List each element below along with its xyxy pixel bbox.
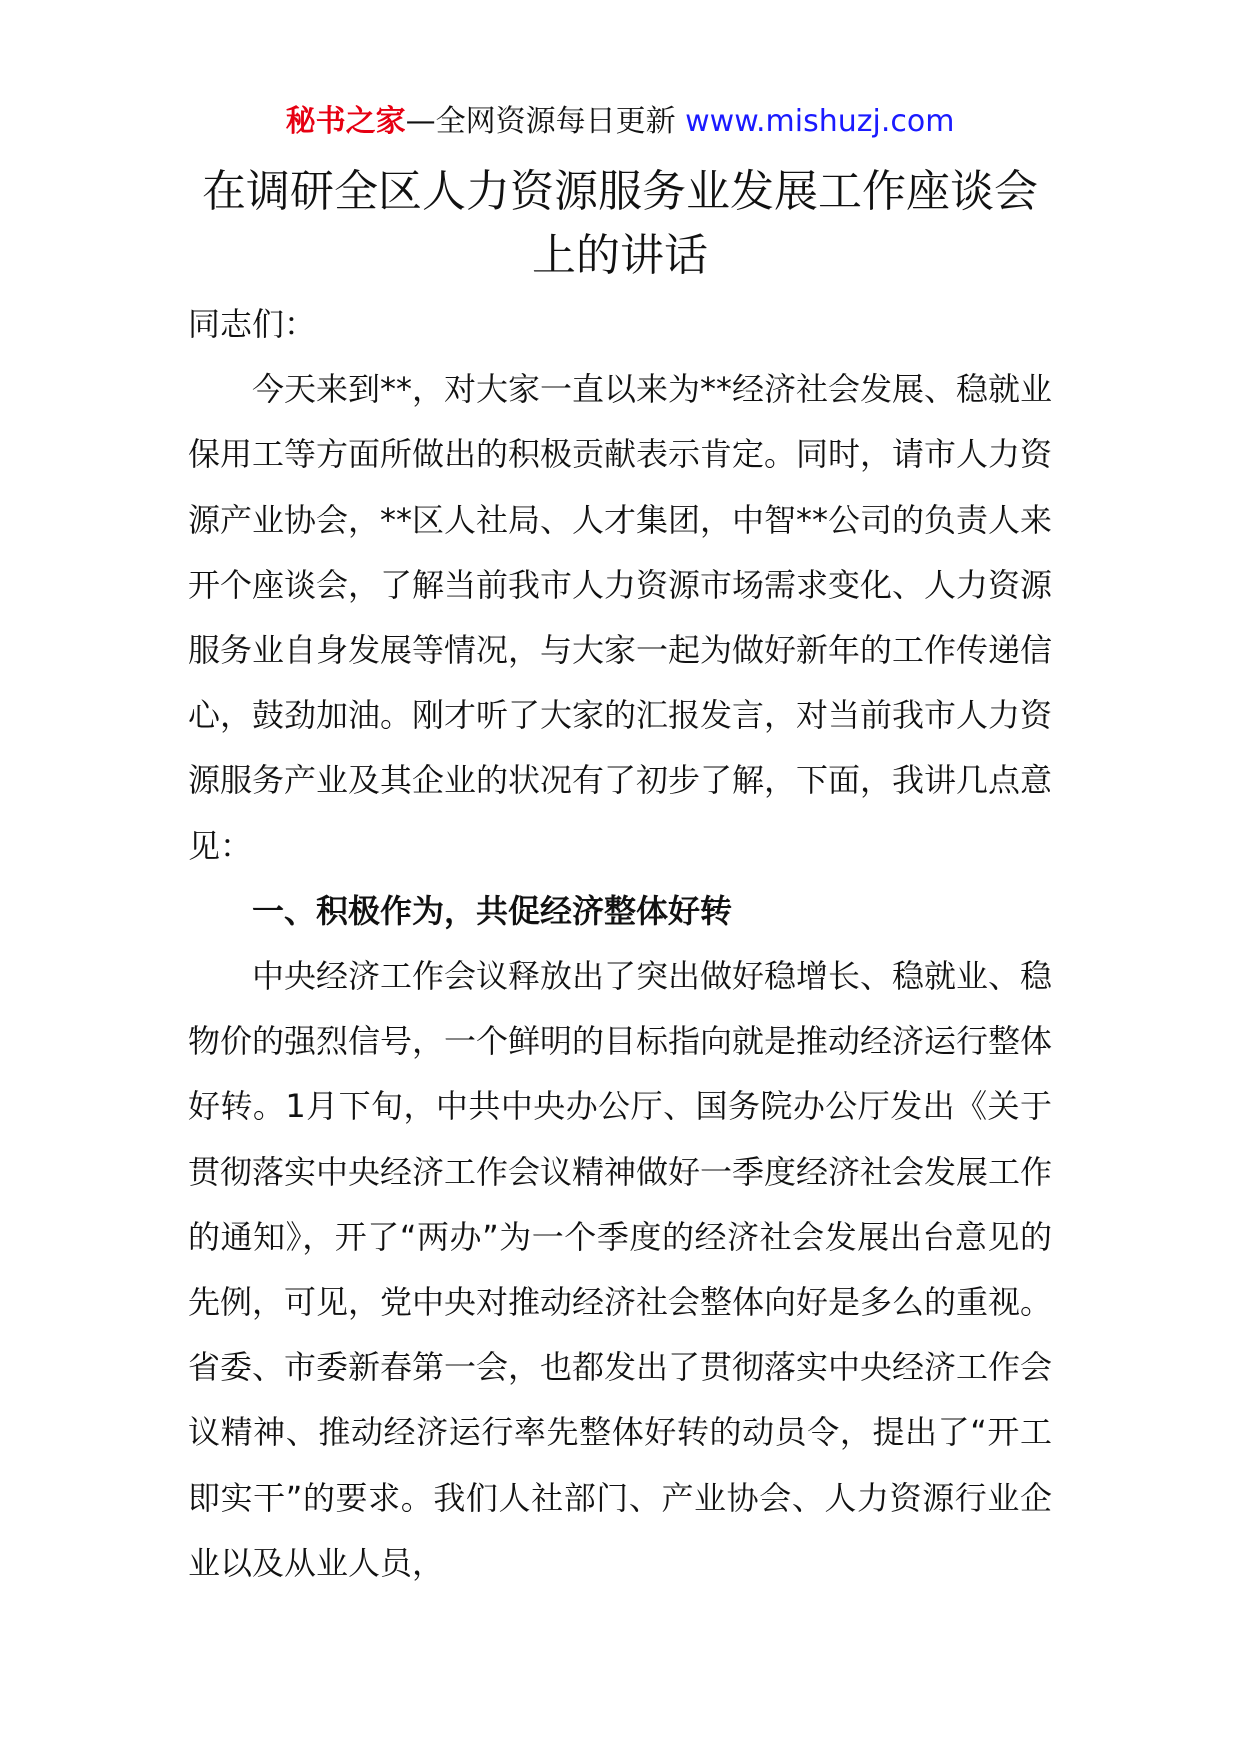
site-brand: 秘书之家	[285, 104, 406, 139]
document-title: 在调研全区人力资源服务业发展工作座谈会上的讲话	[202, 166, 1038, 281]
site-slogan: —全网资源每日更新	[405, 104, 676, 139]
section-heading: 一、积极作为，共促经济整体好转	[252, 891, 733, 930]
document-body	[188, 292, 1052, 1596]
salutation: 同志们：	[188, 305, 317, 343]
site-header	[0, 100, 1240, 144]
section-paragraph: 中央经济工作会议释放出了突出做好稳增长、稳就业、稳物价的强烈信号，一个鲜明的目标指向就是推动经济运行整体好转。1月下旬，中共中央办公厅、国务院办公厅发出《关于贯彻落实中央经济工作会议精神做好一季度经济社会发展工作的通知》，开了“两办”为一个季度的经济社会发展出台意见的先例，可见，党中央对推动经济社会整体向好是多么的重视。省委、市委新春第一会，也都发出了贯彻落实中央经济工作会议精神、推动经济运行率先整体好转的动员令，提出了“开工即实干”的要求。我们人社部门、产业协会、人力资源行业企业以及从业人员，	[188, 957, 1053, 1582]
site-url-link[interactable]: www.mishuzj.com	[685, 104, 955, 139]
body-paragraph: 今天来到**，对大家一直以来为**经济社会发展、稳就业保用工等方面所做出的积极贡献表示肯定。同时，请市人力资源产业协会，**区人社局、人才集团，中智**公司的负责人来开个座谈会，了解当前我市人力资源市场需求变化、人力资源服务业自身发展等情况，与大家一起为做好新年的工作传递信心，鼓劲加油。刚才听了大家的汇报发言，对当前我市人力资源服务产业及其企业的状况有了初步了解，下面，我讲几点意见：	[188, 370, 1053, 865]
